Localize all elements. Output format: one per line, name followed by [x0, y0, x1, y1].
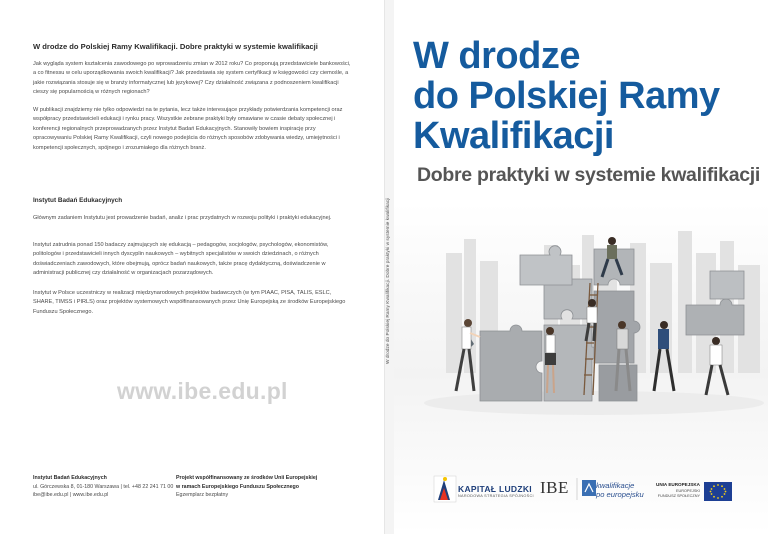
description-paragraph-1: Jak wygląda system kształcenia zawodowego po wprowadzeniu zmian w 2012 roku? Co proponują przedstawiciele bankowości, a co fitnessu w celu uporządkowania swoich kwalifikacji? Jak przedstawia się system certyfikacji w księgowości czy ciemośle, a jakie rozwiązania stosuje się w branży informatycznej lub językowej? Czy działalność związana z podnoszeniem kwalifikacji cieszy się popularnością w różnych regionach?	[33, 61, 351, 96]
kapital-ludzki-subtext: NARODOWA STRATEGIA SPÓJNOŚCI	[458, 494, 534, 498]
kapital-ludzki-logo-text: KAPITAŁ LUDZKI	[458, 484, 532, 494]
puzzle-workers-illustration	[394, 195, 768, 440]
cover-title-line-1: W drodze	[413, 35, 580, 77]
institute-paragraph-1: Głównym zadaniem Instytutu jest prowadzenie badań, analiz i prac przydatnych w rozwoju polityki i praktyki edukacyjnej.	[33, 215, 332, 221]
institute-address: ul. Górczewska 8, 01-180 Warszawa | tel. +48 22 241 71 00	[33, 483, 174, 490]
cover-subtitle: Dobre praktyki w systemie kwalifikacji	[417, 164, 761, 186]
kwalifikacje-line-1: kwalifikacje	[596, 481, 635, 490]
eu-flag-icon	[704, 482, 732, 501]
institute-paragraph-2: Instytut zatrudnia ponad 150 badaczy zajmujących się edukacją – pedagogów, socjologów, psychologów, ekonomistów, politologów i przedstawicieli innych dyscyplin naukowych – wybitnych specjalistów w swoich dziedzinach, o różnych doświadczeniach zawodowych, które obejmują, oprócz badań naukowych, także pracę dydaktyczną, doświadczenie w administracji publicznej czy działalność w organizacjach pozarządowych.	[33, 242, 329, 277]
institute-contact: ibe@ibe.edu.pl | www.ibe.edu.pl	[33, 492, 109, 499]
eu-title: UNIA EUROPEJSKA	[656, 482, 700, 487]
institute-contact-block	[33, 474, 193, 500]
logo-strip	[394, 462, 768, 522]
eu-subtitle-line-1: EUROPEJSKI	[675, 489, 700, 493]
ibe-logo-text: IBE	[540, 478, 569, 497]
kapital-ludzki-logo-icon	[434, 476, 456, 502]
website-url: www.ibe.edu.pl	[117, 378, 288, 404]
eu-subtitle	[650, 489, 700, 499]
project-line-1: Projekt współfinansowany ze środków Unii Europejskiej	[176, 475, 318, 481]
cover-title-line-3: Kwalifikacji	[413, 115, 614, 157]
eu-subtitle-line-2: FUNDUSZ SPOŁECZNY	[657, 494, 700, 498]
cover-title-line-2: do Polskiej Ramy	[413, 75, 720, 117]
back-cover-title: W drodze do Polskiej Ramy Kwalifikacji. Dobre praktyki w systemie kwalifikacji	[33, 42, 318, 51]
project-line-2: w ramach Europejskiego Funduszu Społecznego	[176, 483, 300, 490]
kwalifikacje-line-2: po europejsku	[596, 490, 644, 499]
kwalifikacje-logo-icon	[582, 480, 596, 496]
free-copy-note: Egzemplarz bezpłatny	[176, 492, 229, 499]
spine-text: W drodze do Polskiej Ramy Kwalifikacji. Dobre praktyki w systemie kwalifikacji	[386, 197, 391, 364]
project-funding-block	[176, 474, 376, 500]
kwalifikacje-logo-text	[596, 481, 656, 499]
institute-heading: Instytut Badań Edukacyjnych	[33, 197, 123, 204]
institute-paragraph-3: Instytut w Polsce uczestniczy w realizacji międzynarodowych projektów badawczych (w tym PIAAC, PISA, TALIS, ESLC, SHARE, TIMSS i PIRLS) oraz projektów systemowych współfinansowanych przez Unię Europejską ze środków Europejskiego Funduszu Społecznego.	[33, 290, 346, 315]
institute-name: Instytut Badań Edukacyjnych	[33, 475, 107, 481]
cover-title	[413, 36, 753, 156]
description-paragraph-2: W publikacji znajdziemy nie tylko odpowiedzi na te pytania, lecz także interesujące przykłady potwierdzania kompetencji oraz współpracy przedstawicieli edukacji i rynku pracy. Wszystkie zebrane praktyki były omawiane w czasie debaty społecznej i konferencji regionalnych przeprowadzanych przez Instytut Badań Edukacyjnych. Stanowiły bowiem inspirację przy opracowywaniu Polskiej Ramy Kwalifikacji, czyli nowego podejścia do różnych sposobów zdobywania wiedzy, umiejętności i kompetencji społecznych, spójnego i zrozumiałego dla różnych branż.	[33, 107, 343, 151]
